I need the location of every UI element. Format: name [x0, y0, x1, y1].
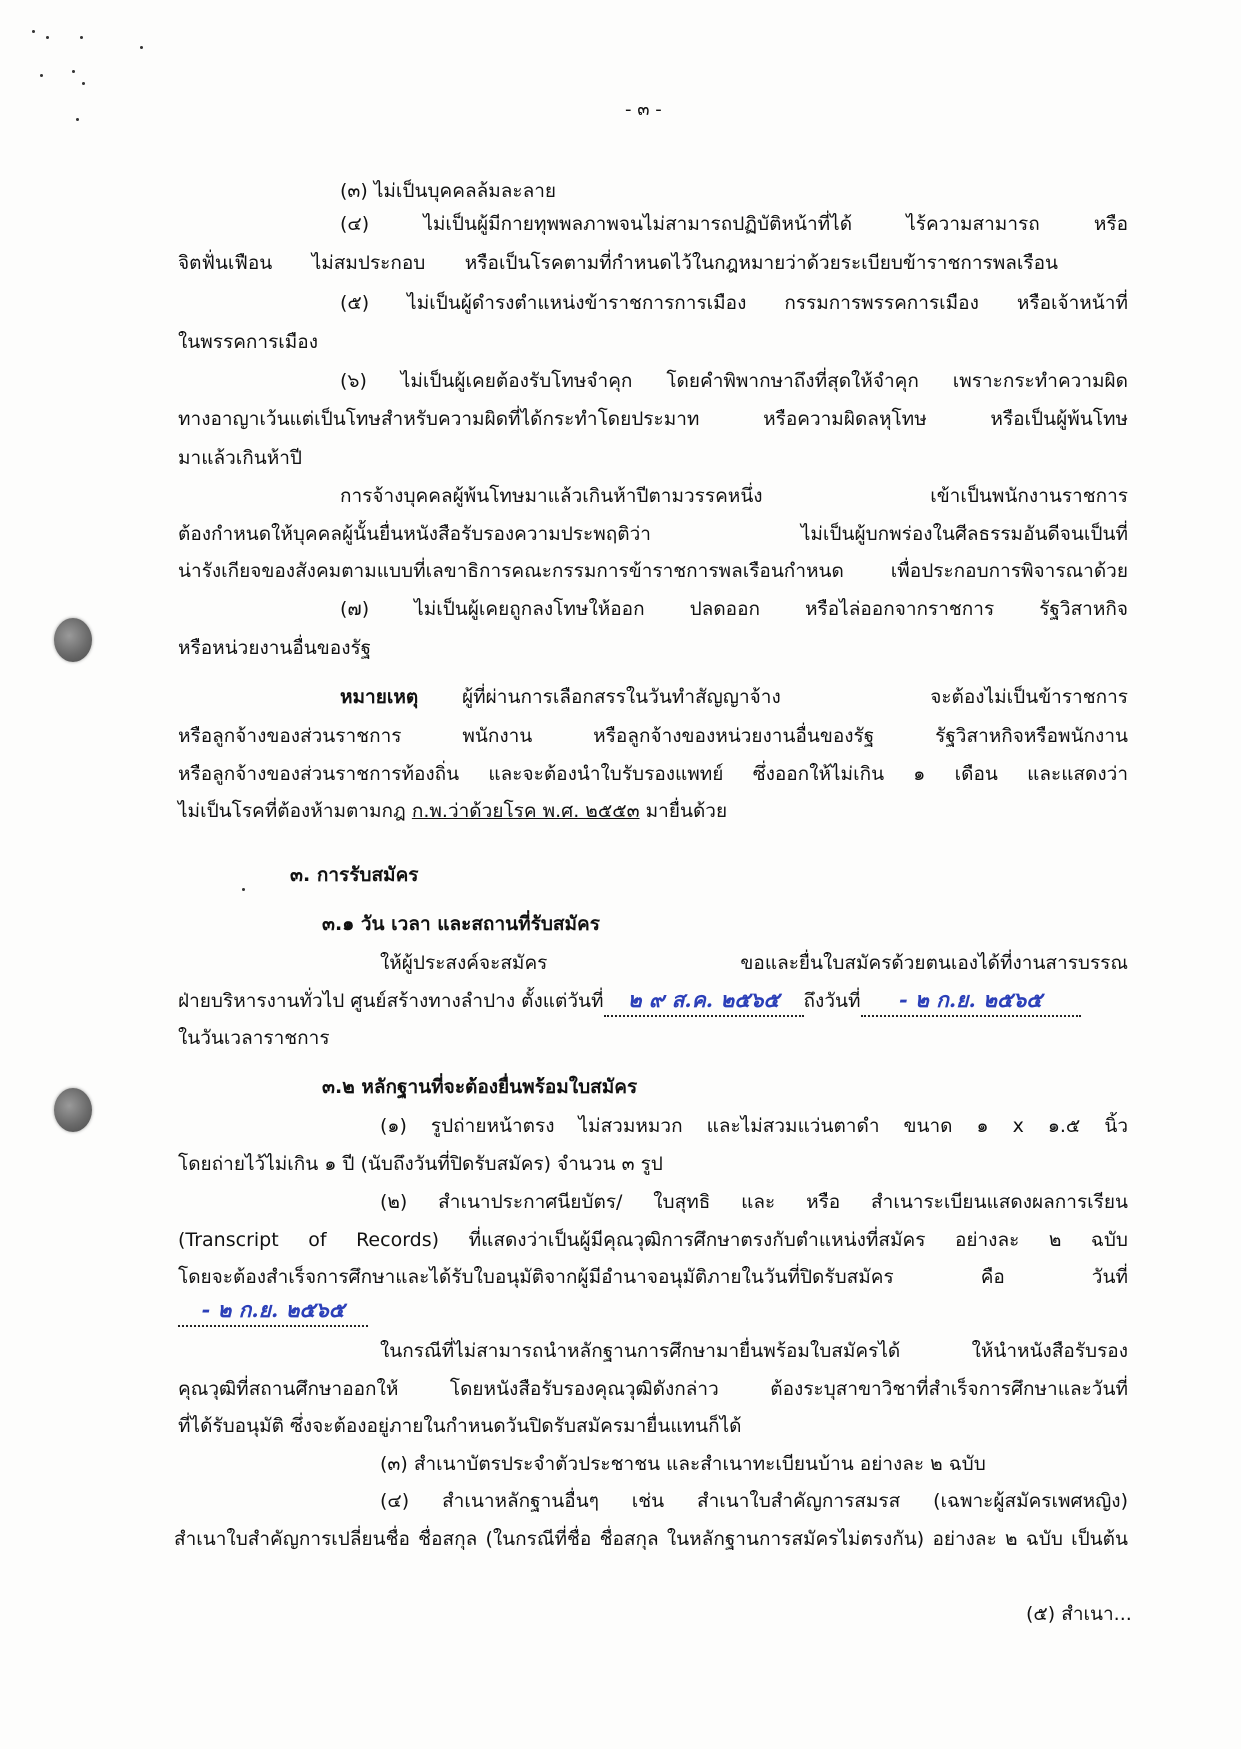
text-line	[178, 1296, 368, 1327]
text-span: ไม่เป็นโรคที่ต้องห้ามตามกฎ	[178, 800, 406, 822]
punch-hole	[54, 618, 92, 662]
scan-speck	[32, 30, 35, 33]
text-line: ผู้ที่ผ่านการเลือกสรรในวันทำสัญญาจ้าง จะต้องไม่เป็นข้าราชการ	[462, 686, 1128, 708]
start-date-field	[604, 986, 804, 1017]
text-span: ฝ่ายบริหารงานทั่วไป ศูนย์สร้างทางลำปาง ตั้งแต่วันที่	[178, 990, 604, 1012]
text-line: (๒) สำเนาประกาศนียบัตร/ ใบสุทธิ และ หรือ สำเนาระเบียนแสดงผลการเรียน	[380, 1191, 1128, 1213]
text-line: สำเนาใบสำคัญการเปลี่ยนชื่อ ชื่อสกุล (ในกรณีที่ชื่อ ชื่อสกุล ในหลักฐานการสมัครไม่ตรงกัน) อย่างละ ๒ ฉบับ เป็นต้น	[174, 1528, 1128, 1550]
page-number: - ๓ -	[625, 99, 662, 120]
text-line: (๓) สำเนาบัตรประจำตัวประชาชน และสำเนาทะเบียนบ้าน อย่างละ ๒ ฉบับ	[380, 1453, 986, 1475]
text-line: ที่ได้รับอนุมัติ ซึ่งจะต้องอยู่ภายในกำหนดวันปิดรับสมัครมายื่นแทนก็ได้	[178, 1415, 742, 1437]
scan-speck	[40, 74, 43, 77]
section-heading: ๓. การรับสมัคร	[290, 864, 419, 886]
text-line: (๔) ไม่เป็นผู้มีกายทุพพลภาพจนไม่สามารถปฏิบัติหน้าที่ได้ ไร้ความสามารถ หรือ	[340, 213, 1128, 235]
punch-hole	[54, 1088, 92, 1132]
text-line: (๔) สำเนาหลักฐานอื่นๆ เช่น สำเนาใบสำคัญการสมรส (เฉพาะผู้สมัครเพศหญิง)	[380, 1490, 1128, 1512]
end-date-field	[861, 986, 1081, 1017]
scan-speck	[80, 36, 83, 39]
text-line: หรือหน่วยงานอื่นของรัฐ	[178, 637, 372, 659]
scan-speck	[82, 82, 85, 85]
text-line: (๗) ไม่เป็นผู้เคยถูกลงโทษให้ออก ปลดออก หรือไล่ออกจากราชการ รัฐวิสาหกิจ	[340, 598, 1128, 620]
text-line: ในพรรคการเมือง	[178, 331, 318, 353]
text-line: น่ารังเกียจของสังคมตามแบบที่เลขาธิการคณะกรรมการข้าราชการพลเรือนกำหนด เพื่อประกอบการพิจารณาด้วย	[178, 560, 1128, 582]
text-line: ทางอาญาเว้นแต่เป็นโทษสำหรับความผิดที่ได้กระทำโดยประมาท หรือความผิดลหุโทษ หรือเป็นผู้พ้นโทษ	[178, 408, 1128, 430]
text-line: (๕) ไม่เป็นผู้ดำรงตำแหน่งข้าราชการการเมือง กรรมการพรรคการเมือง หรือเจ้าหน้าที่	[340, 292, 1128, 314]
text-line: โดยถ่ายไว้ไม่เกิน ๑ ปี (นับถึงวันที่ปิดรับสมัคร) จำนวน ๓ รูป	[178, 1153, 663, 1175]
text-span: ถึงวันที่	[803, 990, 861, 1012]
text-line: มาแล้วเกินห้าปี	[178, 447, 302, 469]
regulation-reference: ก.พ.ว่าด้วยโรค พ.ศ. ๒๕๕๓	[411, 800, 640, 822]
handwritten-end-date: - ๒ ก.ย. ๒๕๖๕	[898, 987, 1043, 1012]
subsection-heading: ๓.๒ หลักฐานที่จะต้องยื่นพร้อมใบสมัคร	[322, 1076, 638, 1098]
text-line: หรือลูกจ้างของส่วนราชการ พนักงาน หรือลูกจ้างของหน่วยงานอื่นของรัฐ รัฐวิสาหกิจหรือพนักงาน	[178, 725, 1128, 747]
text-line: ในกรณีที่ไม่สามารถนำหลักฐานการศึกษามายื่นพร้อมใบสมัครได้ ให้นำหนังสือรับรอง	[380, 1340, 1128, 1362]
text-line: จิตฟั่นเฟือน ไม่สมประกอบ หรือเป็นโรคตามที่กำหนดไว้ในกฎหมายว่าด้วยระเบียบข้าราชการพลเรือน	[178, 252, 1058, 274]
text-line: (๑) รูปถ่ายหน้าตรง ไม่สวมหมวก และไม่สวมแว่นตาดำ ขนาด ๑ x ๑.๕ นิ้ว	[380, 1115, 1128, 1137]
subsection-heading: ๓.๑ วัน เวลา และสถานที่รับสมัคร	[322, 913, 600, 935]
note-label: หมายเหตุ	[340, 686, 419, 708]
continuation-marker: (๕) สำเนา...	[1026, 1603, 1132, 1625]
scan-speck	[242, 888, 245, 891]
scan-speck	[72, 70, 75, 73]
text-line: (๖) ไม่เป็นผู้เคยต้องรับโทษจำคุก โดยคำพิพากษาถึงที่สุดให้จำคุก เพราะกระทำความผิด	[340, 370, 1128, 392]
handwritten-close-date: - ๒ ก.ย. ๒๕๖๕	[201, 1297, 345, 1322]
text-line: หรือลูกจ้างของส่วนราชการท้องถิ่น และจะต้องนำใบรับรองแพทย์ ซึ่งออกให้ไม่เกิน ๑ เดือน และแสดงว่า	[178, 763, 1128, 785]
text-line: ให้ผู้ประสงค์จะสมัคร ขอและยื่นใบสมัครด้วยตนเองได้ที่งานสารบรรณ	[380, 952, 1128, 974]
text-span: มายื่นด้วย	[645, 800, 728, 822]
handwritten-start-date: ๒ ๙ ส.ค. ๒๕๖๕	[627, 987, 780, 1012]
scan-speck	[140, 46, 143, 49]
text-line: ในวันเวลาราชการ	[178, 1027, 330, 1049]
text-line	[178, 797, 727, 825]
scan-speck	[76, 118, 79, 121]
text-line: คุณวุฒิที่สถานศึกษาออกให้ โดยหนังสือรับรองคุณวุฒิดังกล่าว ต้องระบุสาขาวิชาที่สำเร็จการศึกษาและวันที่	[178, 1378, 1128, 1400]
text-line: (Transcript of Records) ที่แสดงว่าเป็นผู้มีคุณวุฒิการศึกษาตรงกับตำแหน่งที่สมัคร อย่างละ ๒ ฉบับ	[178, 1229, 1128, 1251]
scan-speck	[46, 36, 49, 39]
text-line: การจ้างบุคคลผู้พ้นโทษมาแล้วเกินห้าปีตามวรรคหนึ่ง เข้าเป็นพนักงานราชการ	[340, 485, 1128, 507]
close-date-field	[178, 1296, 368, 1327]
text-line: โดยจะต้องสำเร็จการศึกษาและได้รับใบอนุมัติจากผู้มีอำนาจอนุมัติภายในวันที่ปิดรับสมัคร คือ วันที่	[178, 1266, 1128, 1288]
text-line: ต้องกำหนดให้บุคคลผู้นั้นยื่นหนังสือรับรองความประพฤติว่า ไม่เป็นผู้บกพร่องในศีลธรรมอันดีจนเป็นที่	[178, 523, 1128, 545]
text-line: (๓) ไม่เป็นบุคคลล้มละลาย	[340, 180, 557, 202]
text-line	[178, 986, 1081, 1017]
